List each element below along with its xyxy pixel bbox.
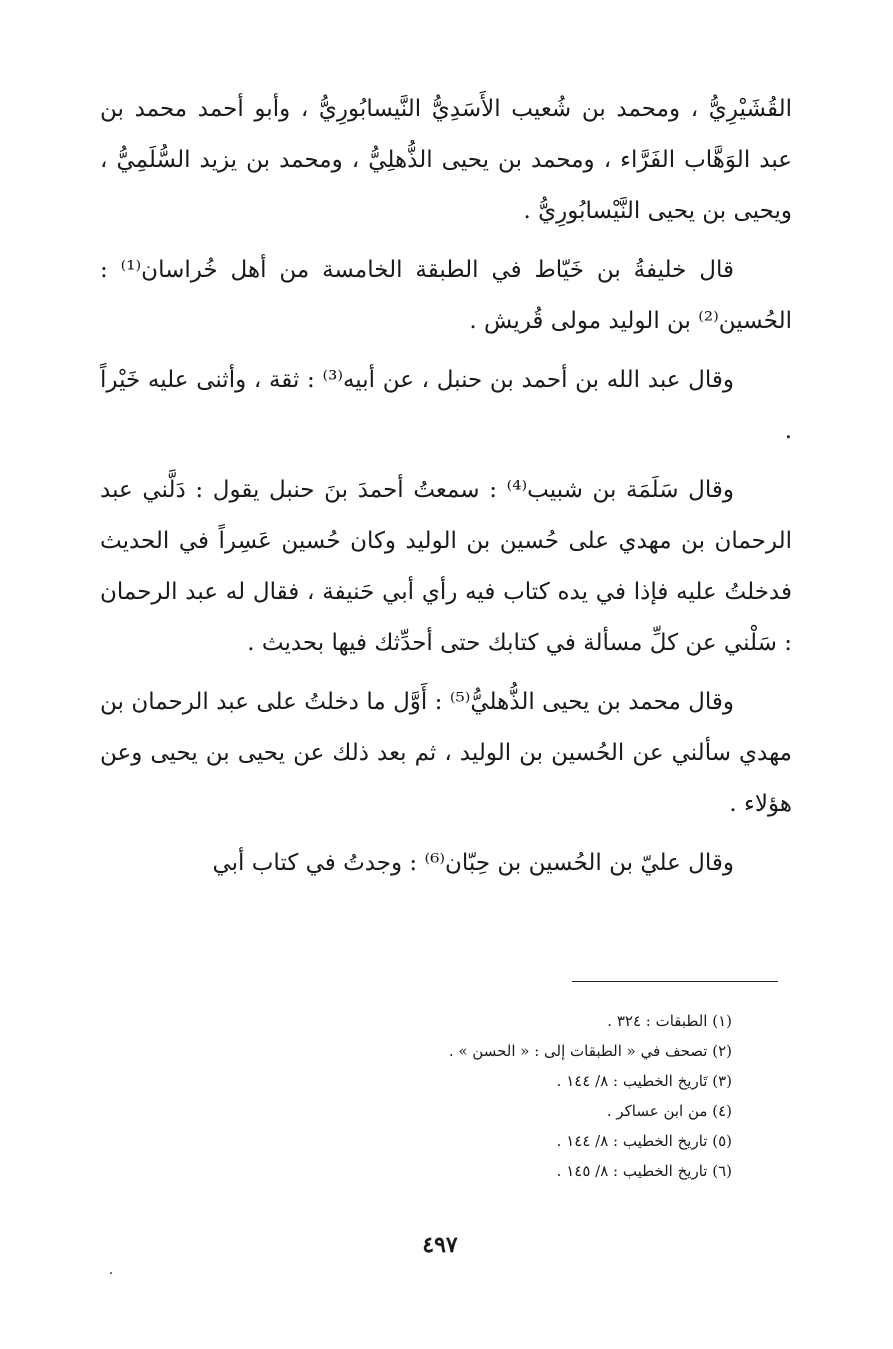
footnote-2: (٢) تصحف في « الطبقات إلى : « الحسن » . (448, 1042, 732, 1060)
footnote-5: (٥) تاريخ الخطيب : ٨/ ١٤٤ . (556, 1132, 732, 1150)
paragraph-3: وقال عبد الله بن أحمد بن حنبل ، عن أبيه⁽³⁾ : ثقة ، وأثنى عليه خَيْراً . (100, 367, 792, 444)
footnote-6: (٦) تاريخ الخطيب : ٨/ ١٤٥ . (556, 1162, 732, 1180)
footnote-1: (١) الطبقات : ٣٢٤ . (607, 1012, 732, 1030)
footnote-4: (٤) من ابن عساكر . (606, 1102, 732, 1120)
main-text (100, 84, 792, 897)
paragraph-5: وقال محمد بن يحيى الذُّهليُّ⁽⁵⁾ : أَوَّل ما دخلتُ على عبد الرحمان بن مهدي سألني عن الحُسين بن الوليد ، ثم بعد ذلك عن يحيى بن يحيى وعن هؤلاء . (100, 689, 792, 817)
scan-speck (110, 1272, 112, 1274)
footnotes (300, 1006, 732, 1186)
page-number: ٤٩٧ (422, 1232, 458, 1258)
paragraph-1: القُشَيْرِيُّ ، ومحمد بن شُعيب الأَسَدِيُّ النَّيسابُورِيُّ ، وأبو أحمد محمد بن عبد الوَهَّاب الفَرَّاء ، ومحمد بن يحيى الذُّهلِيُّ ، ومحمد بن يزيد السُّلَمِيُّ ، ويحيى بن يحيى النَّيْسابُورِيُّ . (100, 96, 792, 224)
paragraph-4: وقال سَلَمَة بن شبيب⁽⁴⁾ : سمعتُ أحمدَ بنَ حنبل يقول : دَلَّني عبد الرحمان بن مهدي على حُسين بن الوليد وكان حُسين عَسِراً في الحديث فدخلتُ عليه فإذا في يده كتاب فيه رأي أبي حَنيفة ، فقال له عبد الرحمان : سَلْني عن كلِّ مسألة في كتابك حتى أحدِّثك فيها بحديث . (100, 477, 792, 656)
paragraph-6: وقال عليّ بن الحُسين بن حِبّان⁽⁶⁾ : وجدتُ في كتاب أبي (212, 850, 734, 876)
paragraph-2: قال خليفةُ بن خَيّاط في الطبقة الخامسة من أهل خُراسان⁽¹⁾ : الحُسين⁽²⁾ بن الوليد مولى قُريش . (100, 257, 792, 334)
footnote-divider (572, 981, 778, 982)
footnote-3: (٣) تَاريخ الخطيب : ٨/ ١٤٤ . (556, 1072, 732, 1090)
